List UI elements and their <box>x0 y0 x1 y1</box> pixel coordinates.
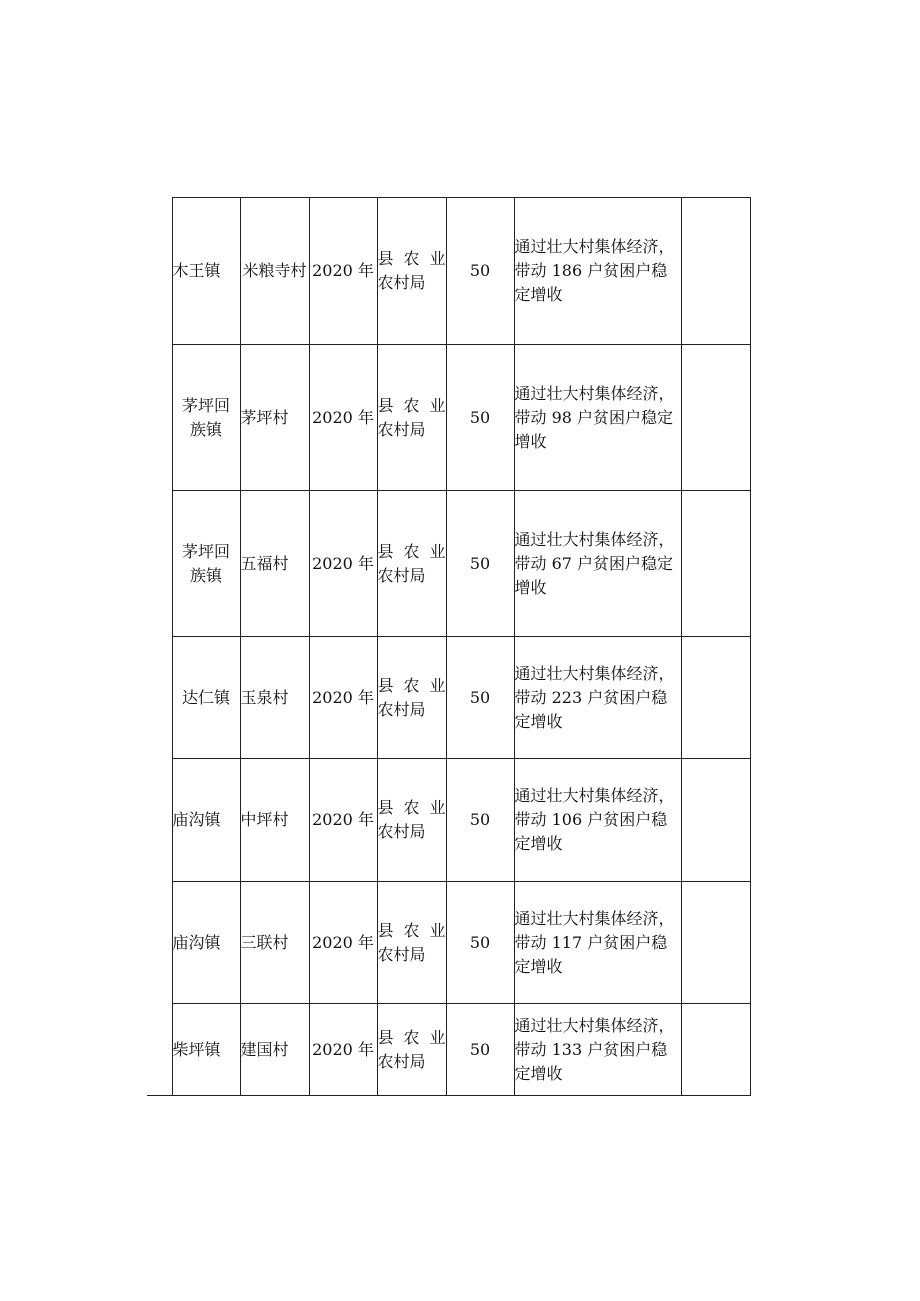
year-cell: 2020 年 <box>309 345 377 491</box>
town-cell: 柴坪镇 <box>172 1004 240 1096</box>
description-cell: 通过壮大村集体经济，带动 223 户贫困户稳定增收 <box>514 637 681 759</box>
index-cell <box>147 1004 172 1096</box>
org-line-2: 农村局 <box>377 1051 426 1071</box>
village-cell: 米粮寺村 <box>240 198 309 345</box>
org-line-1: 县 农 业 <box>377 675 446 695</box>
org-cell <box>377 1004 446 1096</box>
town-cell: 木王镇 <box>172 198 240 345</box>
year-cell: 2020 年 <box>309 1004 377 1096</box>
table-row <box>147 637 750 759</box>
town-cell: 达仁镇 <box>172 637 240 759</box>
village-cell: 茅坪村 <box>240 345 309 491</box>
remark-cell <box>681 198 750 345</box>
town-cell: 茅坪回族镇 <box>172 491 240 637</box>
table-row <box>147 345 750 491</box>
org-line-2: 农村局 <box>377 273 426 292</box>
org-cell <box>377 637 446 759</box>
index-cell <box>147 637 172 759</box>
remark-cell <box>681 491 750 637</box>
org-cell <box>377 882 446 1004</box>
amount-cell: 50 <box>446 1004 514 1096</box>
year-cell: 2020 年 <box>309 198 377 345</box>
org-cell <box>377 759 446 882</box>
remark-cell <box>681 759 750 882</box>
table-row <box>147 882 750 1004</box>
year-cell: 2020 年 <box>309 491 377 637</box>
table-row <box>147 759 750 882</box>
amount-cell: 50 <box>446 637 514 759</box>
table-row <box>147 198 750 345</box>
description-cell: 通过壮大村集体经济，带动 67 户贫困户稳定增收 <box>514 491 681 637</box>
index-cell <box>147 759 172 882</box>
org-line-1: 县 农 业 <box>377 1027 446 1047</box>
org-cell <box>377 491 446 637</box>
village-cell: 中坪村 <box>240 759 309 882</box>
village-cell: 玉泉村 <box>240 637 309 759</box>
amount-cell: 50 <box>446 759 514 882</box>
description-cell: 通过壮大村集体经济，带动 98 户贫困户稳定增收 <box>514 345 681 491</box>
village-cell: 三联村 <box>240 882 309 1004</box>
org-line-1: 县 农 业 <box>377 249 446 268</box>
remark-cell <box>681 637 750 759</box>
org-line-1: 县 农 业 <box>377 395 446 415</box>
org-cell <box>377 345 446 491</box>
org-line-2: 农村局 <box>377 419 426 439</box>
description-cell: 通过壮大村集体经济，带动 106 户贫困户稳定增收 <box>514 759 681 882</box>
description-cell: 通过壮大村集体经济，带动 117 户贫困户稳定增收 <box>514 882 681 1004</box>
year-cell: 2020 年 <box>309 759 377 882</box>
remark-cell <box>681 882 750 1004</box>
table-row <box>147 1004 750 1096</box>
index-cell <box>147 491 172 637</box>
amount-cell: 50 <box>446 345 514 491</box>
org-line-2: 农村局 <box>377 822 426 841</box>
org-line-2: 农村局 <box>377 565 426 585</box>
table-row <box>147 491 750 637</box>
index-cell <box>147 882 172 1004</box>
year-cell: 2020 年 <box>309 637 377 759</box>
remark-cell <box>681 345 750 491</box>
org-line-1: 县 农 业 <box>377 541 446 561</box>
description-cell: 通过壮大村集体经济，带动 186 户贫困户稳定增收 <box>514 198 681 345</box>
village-cell: 建国村 <box>240 1004 309 1096</box>
org-line-1: 县 农 业 <box>377 798 446 817</box>
remark-cell <box>681 1004 750 1096</box>
org-line-2: 农村局 <box>377 699 426 719</box>
amount-cell: 50 <box>446 882 514 1004</box>
year-cell: 2020 年 <box>309 882 377 1004</box>
org-line-2: 农村局 <box>377 944 426 964</box>
village-cell: 五福村 <box>240 491 309 637</box>
description-cell: 通过壮大村集体经济，带动 133 户贫困户稳定增收 <box>514 1004 681 1096</box>
town-cell: 庙沟镇 <box>172 882 240 1004</box>
amount-cell: 50 <box>446 491 514 637</box>
org-line-1: 县 农 业 <box>377 920 446 940</box>
project-table <box>147 197 751 1096</box>
town-cell: 庙沟镇 <box>172 759 240 882</box>
town-cell: 茅坪回族镇 <box>172 345 240 491</box>
index-cell <box>147 345 172 491</box>
index-cell <box>147 198 172 345</box>
amount-cell: 50 <box>446 198 514 345</box>
org-cell <box>377 198 446 345</box>
